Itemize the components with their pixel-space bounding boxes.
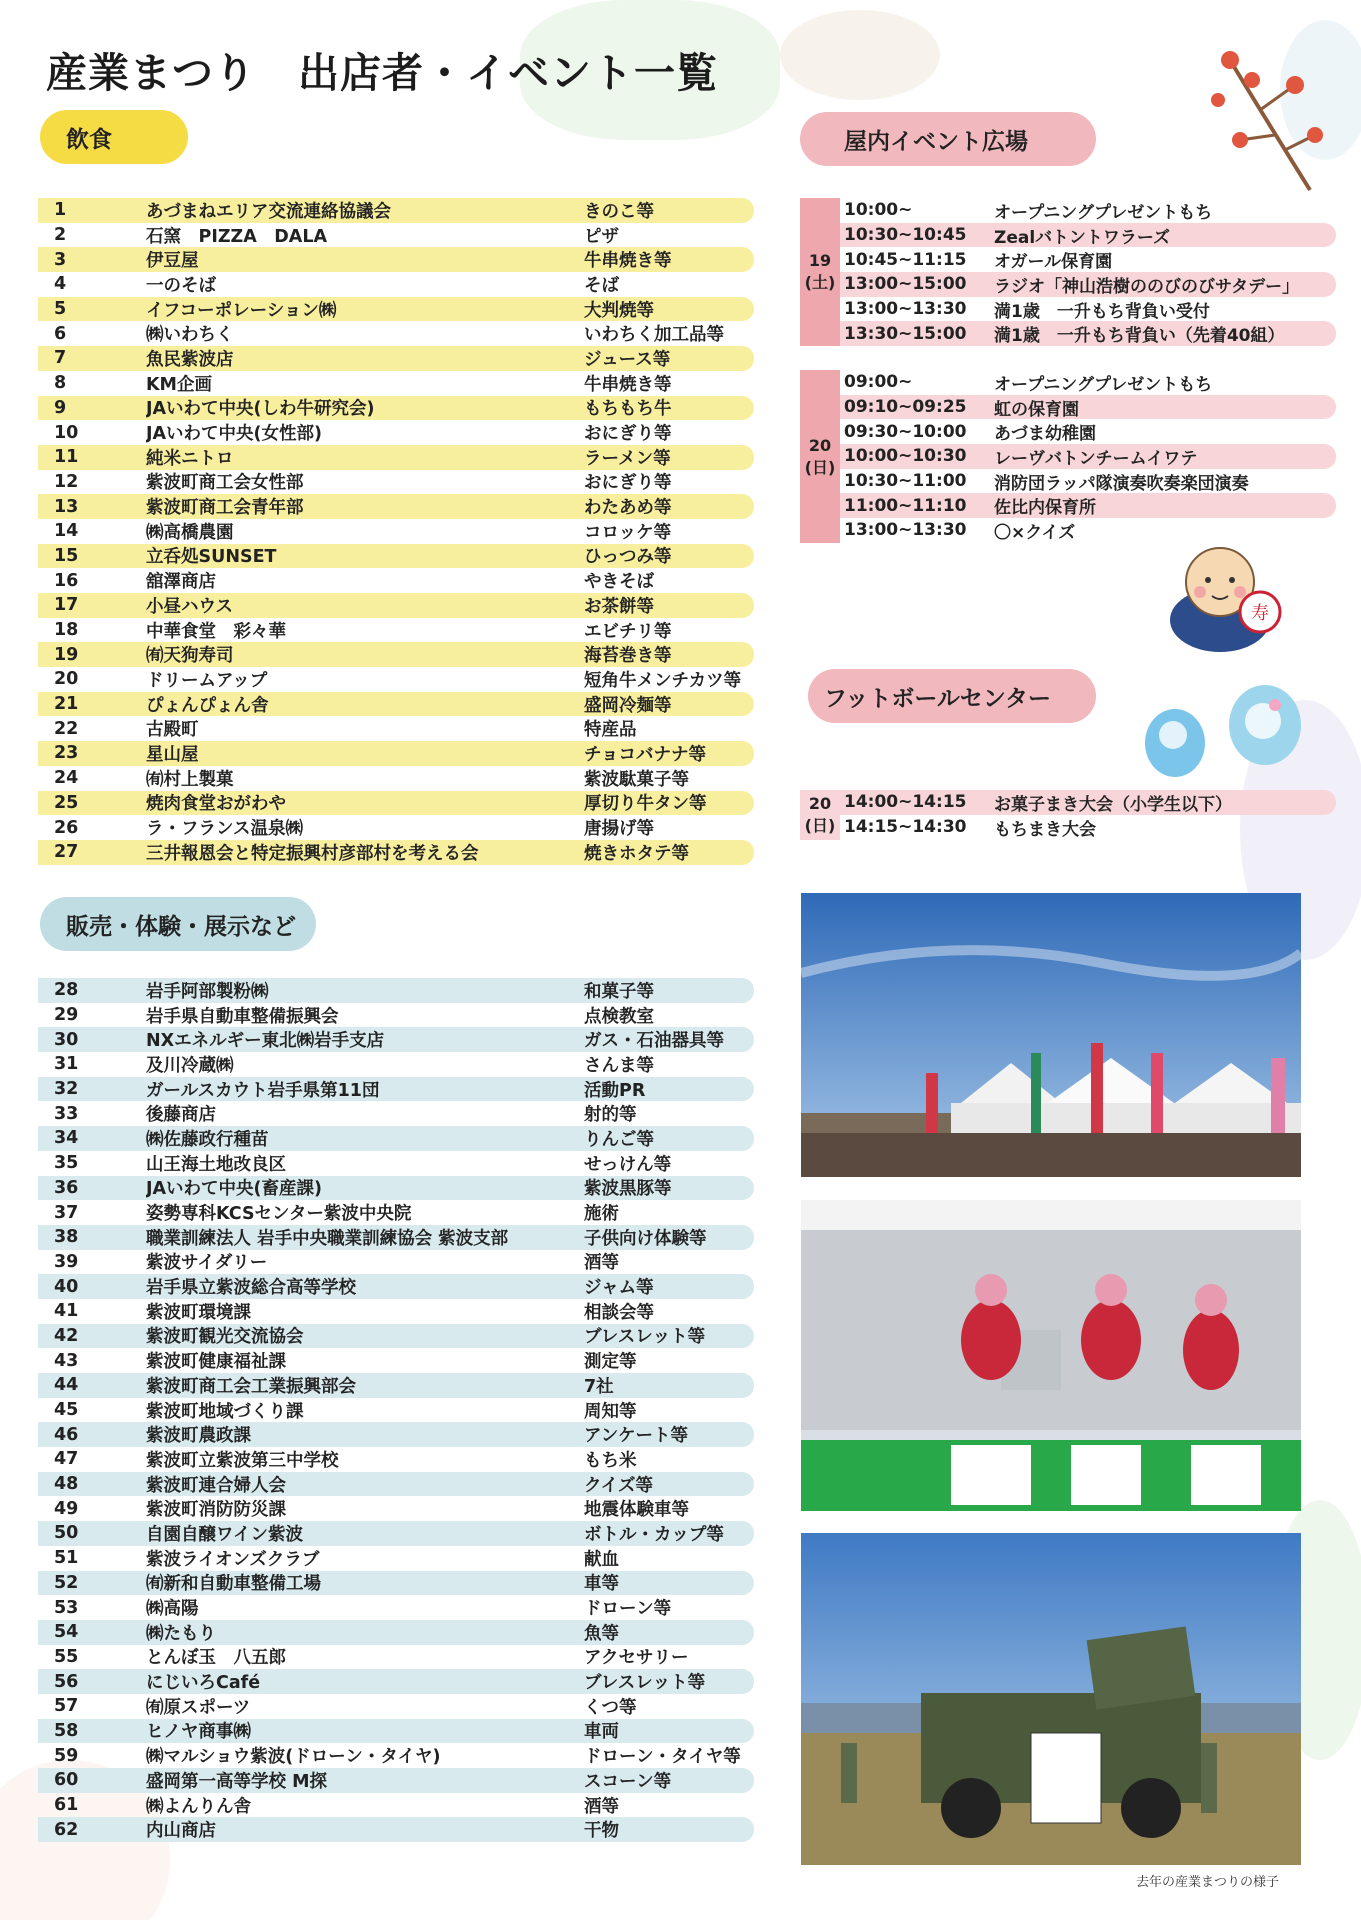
table-row: 42 紫波町観光交流協会 ブレスレット等 [38, 1324, 754, 1349]
table-row: 41 紫波町環境課 相談会等 [54, 1301, 654, 1323]
event-row: 10:00~10:30 レーヴバトンチームイワテ [840, 444, 1336, 469]
table-row: 6 ㈱いわちく いわちく加工品等 [54, 323, 724, 346]
table-row: 18 中華食堂 彩々華 エビチリ等 [54, 620, 672, 642]
food-vendor-list [38, 198, 754, 865]
page-title: 産業まつり 出店者・イベント一覧 [46, 49, 718, 97]
table-row: 20 ドリームアップ 短角牛メンチカツ等 [54, 669, 742, 691]
table-row: 62 内山商店 干物 [38, 1817, 754, 1842]
table-row: 17 小昼ハウス お茶餅等 [38, 593, 754, 618]
table-row: 58 ヒノヤ商事㈱ 車両 [38, 1719, 754, 1744]
table-row: 37 姿勢専科KCSセンター紫波中央院 施術 [54, 1202, 619, 1225]
table-row: 2 石窯 PIZZA DALA ピザ [54, 225, 619, 247]
military-vehicle-photo [801, 1533, 1301, 1865]
svg-text:寿: 寿 [1251, 603, 1269, 624]
football-schedule [800, 790, 1336, 840]
sales-vendor-list [38, 978, 754, 1842]
day-weekday: (日) [804, 457, 836, 477]
table-row: 38 職業訓練法人 岩手中央職業訓練協会 紫波支部 子供向け体験等 [38, 1225, 754, 1250]
table-row: 29 岩手県自動車整備振興会 点検教室 [54, 1005, 654, 1027]
photo-caption: 去年の産業まつりの様子 [1136, 1875, 1280, 1890]
event-row: 11:00~11:10 佐比内保育所 [840, 493, 1336, 518]
table-row: 25 焼肉食堂おがわや 厚切り牛タン等 [38, 791, 754, 816]
table-row: 14 ㈱高橋農園 コロッケ等 [54, 521, 672, 543]
mochi-mascot-illustration [1150, 520, 1290, 660]
event-row: 14:15~14:30 もちまき大会 [844, 817, 1096, 840]
sales-section-label: 販売・体験・展示など [40, 897, 316, 951]
day-date: 20 [808, 794, 832, 814]
table-row: 43 紫波町健康福祉課 測定等 [54, 1350, 637, 1373]
table-row: 52 ㈲新和自動車整備工場 車等 [38, 1571, 754, 1596]
table-row: 19 ㈲天狗寿司 海苔巻き等 [38, 642, 754, 667]
day-badge [800, 370, 840, 543]
table-row: 7 魚民紫波店 ジュース等 [38, 346, 754, 371]
table-row: 40 岩手県立紫波総合高等学校 ジャム等 [38, 1274, 754, 1299]
event-row: 09:10~09:25 虹の保育園 [840, 395, 1336, 420]
table-row: 39 紫波サイダリー 酒等 [54, 1251, 619, 1274]
food-section-label: 飲食 [40, 110, 188, 164]
event-row: 13:30~15:00 満1歳 一升もち背負い（先着40組） [840, 321, 1336, 346]
table-row: 46 紫波町農政課 アンケート等 [38, 1422, 754, 1447]
table-row: 3 伊豆屋 牛串焼き等 [38, 247, 754, 272]
table-row: 35 山王海土地改良区 せっけん等 [54, 1153, 672, 1175]
indoor-event-section-label: 屋内イベント広場 [800, 112, 1096, 166]
table-row: 59 ㈱マルショウ紫波(ドローン・タイヤ) ドローン・タイヤ等 [54, 1745, 741, 1768]
table-row: 31 及川冷蔵㈱ さんま等 [54, 1054, 654, 1076]
table-row: 57 ㈲原スポーツ くつ等 [54, 1696, 637, 1718]
day-date: 20 [808, 435, 832, 455]
day-badge [800, 790, 840, 840]
table-row: 16 舘澤商店 やきそば [54, 570, 654, 593]
event-row: 09:00~ オープニングプレゼントもち [844, 372, 1213, 395]
table-row: 36 JAいわて中央(畜産課) 紫波黒豚等 [38, 1176, 754, 1201]
day-weekday: (土) [804, 273, 836, 292]
table-row: 54 ㈱たもり 魚等 [38, 1620, 754, 1645]
table-row: 53 ㈱高陽 ドローン等 [54, 1597, 672, 1620]
decorative-blob [780, 10, 940, 100]
event-row: 10:45~11:15 オガール保育園 [844, 249, 1113, 273]
festival-tents-photo [801, 893, 1301, 1177]
football-center-section-label: フットボールセンター [808, 669, 1096, 723]
table-row: 27 三井報恩会と特定振興村彦部村を考える会 焼きホタテ等 [38, 840, 754, 865]
candy-bag-illustration [1135, 665, 1315, 785]
table-row: 30 NXエネルギー東北㈱岩手支店 ガス・石油器具等 [38, 1027, 754, 1052]
table-row: 34 ㈱佐藤政行種苗 りんご等 [38, 1126, 754, 1151]
table-row: 33 後藤商店 射的等 [54, 1103, 637, 1126]
table-row: 9 JAいわて中央(しわ牛研究会) もちもち牛 [38, 396, 754, 421]
table-row: 50 自園自醸ワイン紫波 ボトル・カップ等 [38, 1521, 754, 1546]
table-row: 45 紫波町地域づくり課 周知等 [54, 1400, 637, 1422]
table-row: 15 立呑処SUNSET ひっつみ等 [38, 544, 754, 569]
table-row: 49 紫波町消防防災課 地震体験車等 [54, 1498, 689, 1521]
table-row: 61 ㈱よんりん舎 酒等 [54, 1795, 619, 1817]
table-row: 44 紫波町商工会工業振興部会 7社 [38, 1373, 754, 1398]
table-row: 26 ラ・フランス温泉㈱ 唐揚げ等 [54, 817, 654, 840]
table-row: 60 盛岡第一高等学校 M探 スコーン等 [38, 1768, 754, 1793]
table-row: 48 紫波町連合婦人会 クイズ等 [38, 1472, 754, 1497]
table-row: 8 KM企画 牛串焼き等 [54, 373, 672, 395]
event-row: 13:00~13:30 満1歳 一升もち背負い受付 [844, 299, 1210, 322]
event-row: 13:00~13:30 〇×クイズ [844, 520, 1076, 543]
event-row: 10:00~ オープニングプレゼントもち [844, 200, 1213, 223]
event-row: 13:00~15:00 ラジオ「神山浩樹ののびのびサタデー」 [840, 272, 1336, 297]
day-date: 19 [808, 251, 832, 271]
table-row: 11 純米ニトロ ラーメン等 [38, 445, 754, 470]
table-row: 5 イフコーポレーション㈱ 大判焼等 [38, 297, 754, 322]
berry-branch-illustration [1200, 40, 1330, 200]
table-row: 28 岩手阿部製粉㈱ 和菓子等 [38, 978, 754, 1003]
table-row: 23 星山屋 チョコバナナ等 [38, 741, 754, 766]
event-row: 09:30~10:00 あづま幼稚園 [844, 421, 1096, 445]
event-row: 10:30~11:00 消防団ラッパ隊演奏吹奏楽団演奏 [844, 471, 1249, 494]
table-row: 4 一のそば そば [54, 274, 619, 296]
table-row: 51 紫波ライオンズクラブ 献血 [54, 1548, 619, 1570]
table-row: 21 ぴょんぴょん舎 盛岡冷麺等 [38, 692, 754, 717]
event-row: 10:30~10:45 Zealバトントワラーズ [840, 223, 1336, 248]
food-booth-photo [801, 1200, 1301, 1511]
day-weekday: (日) [804, 816, 836, 835]
table-row: 22 古殿町 特産品 [54, 718, 637, 741]
table-row: 12 紫波町商工会女性部 おにぎり等 [54, 471, 672, 494]
table-row: 1 あづまねエリア交流連絡協議会 きのこ等 [38, 198, 754, 223]
event-row: 14:00~14:15 お菓子まき大会（小学生以下） [840, 790, 1336, 815]
indoor-day20-schedule [800, 370, 1336, 543]
table-row: 47 紫波町立紫波第三中学校 もち米 [54, 1449, 637, 1471]
table-row: 32 ガールスカウト岩手県第11団 活動PR [38, 1077, 754, 1102]
table-row: 56 にじいろCafé ブレスレット等 [38, 1669, 754, 1694]
day-badge [800, 198, 840, 346]
table-row: 24 ㈲村上製菓 紫波駄菓子等 [54, 768, 689, 790]
table-row: 55 とんぼ玉 八五郎 アクセサリー [54, 1646, 689, 1669]
indoor-day19-schedule [800, 198, 1336, 346]
table-row: 13 紫波町商工会青年部 わたあめ等 [38, 494, 754, 519]
table-row: 10 JAいわて中央(女性部) おにぎり等 [54, 422, 672, 445]
